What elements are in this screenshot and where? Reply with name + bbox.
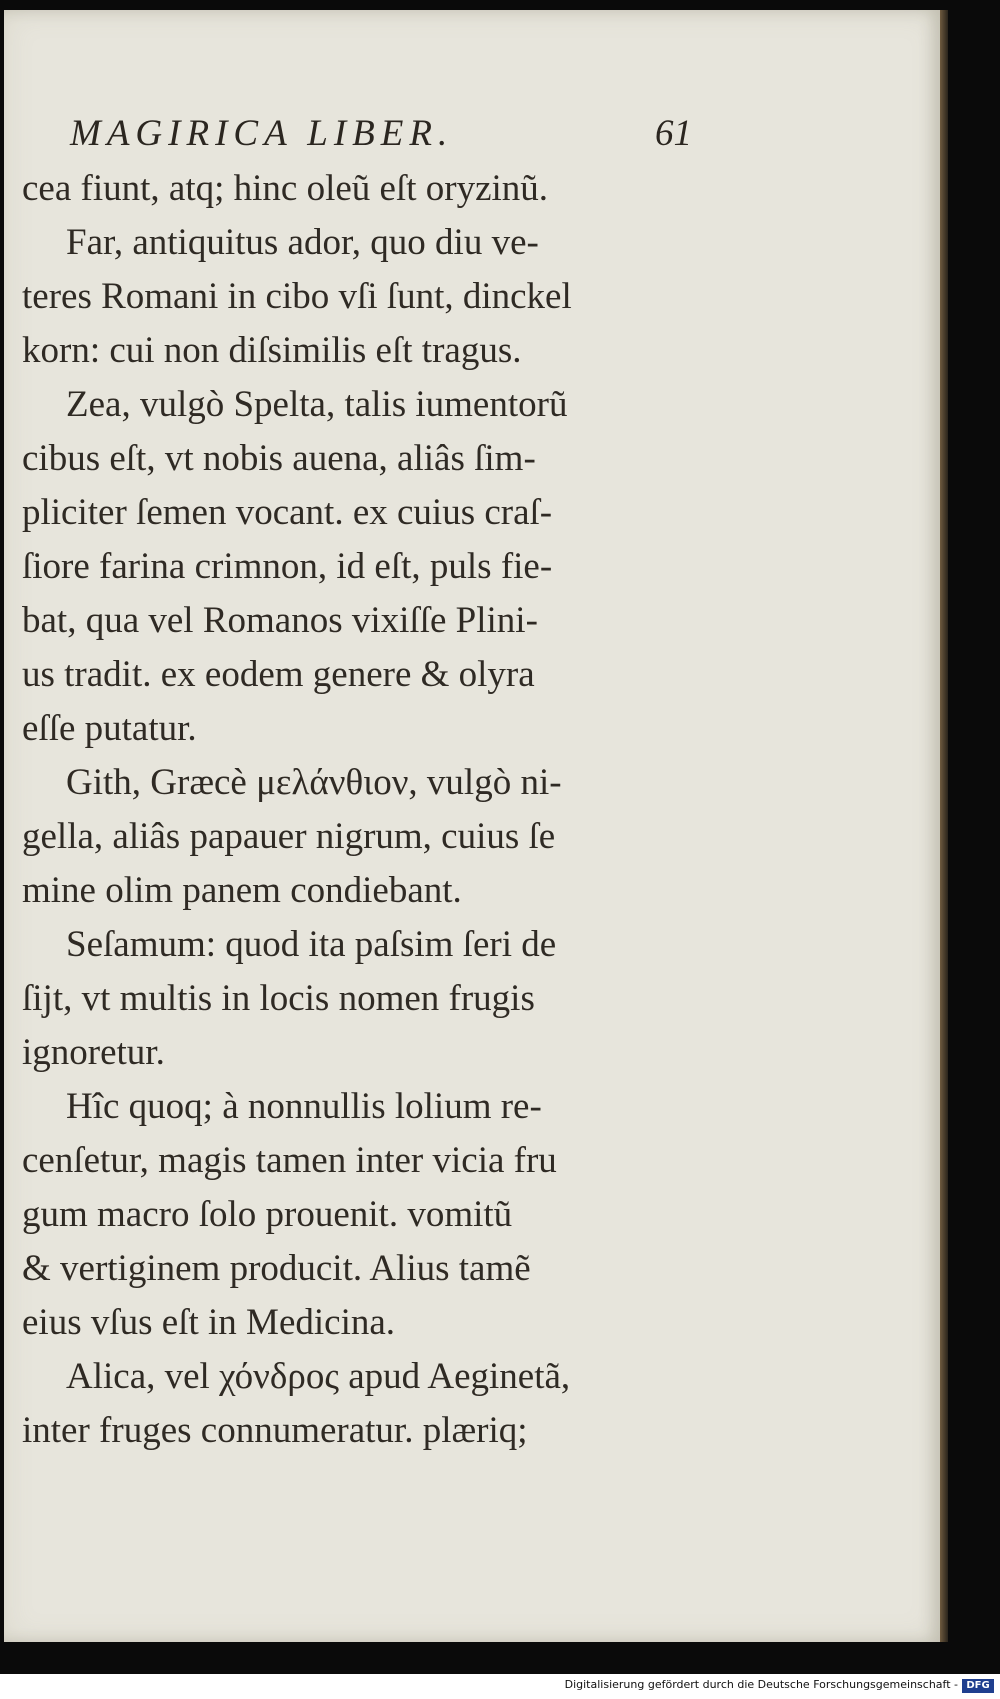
text-line: Seſamum: quod ita paſsim ſeri de xyxy=(66,924,557,965)
text-line: inter fruges connumeratur. plæriq; xyxy=(22,1410,528,1451)
text-line: eſſe putatur. xyxy=(22,708,197,749)
text-line: gella, aliâs papauer nigrum, cuius ſe xyxy=(22,816,556,857)
body-text xyxy=(22,162,712,1458)
text-line: teres Romani in cibo vſi ſunt, dinckel xyxy=(22,276,572,317)
text-line: korn: cui non diſsimilis eſt tragus. xyxy=(22,330,522,371)
digitization-credit: Digitalisierung gefördert durch die Deutsche Forschungsgemeinschaft - xyxy=(564,1678,958,1691)
text-line: Gith, Græcè μελάνθιον, vulgò ni- xyxy=(66,762,562,803)
text-line: ſiore farina crimnon, id eſt, puls fie- xyxy=(22,546,553,587)
text-line: pliciter ſemen vocant. ex cuius craſ- xyxy=(22,492,553,533)
page-edge xyxy=(940,10,948,1642)
text-line: ignoretur. xyxy=(22,1032,165,1073)
text-line: cibus eſt, vt nobis auena, aliâs ſim- xyxy=(22,438,536,479)
page-number: 61 xyxy=(655,113,692,154)
text-line: & vertiginem producit. Alius tamẽ xyxy=(22,1248,531,1289)
text-line: gum macro ſolo prouenit. vomitũ xyxy=(22,1194,513,1235)
text-line: Hîc quoq; à nonnullis lolium re- xyxy=(66,1086,542,1127)
running-title: MAGIRICA LIBER. xyxy=(70,113,454,154)
text-line: bat, qua vel Romanos vixiſſe Plini- xyxy=(22,600,538,641)
text-line: us tradit. ex eodem genere & olyra xyxy=(22,654,535,695)
text-line: eius vſus eſt in Medicina. xyxy=(22,1302,396,1343)
text-line: cenſetur, magis tamen inter vicia fru xyxy=(22,1140,557,1181)
text-line: Far, antiquitus ador, quo diu ve- xyxy=(66,222,539,263)
text-line: Zea, vulgò Spelta, talis iumentorũ xyxy=(66,384,568,425)
text-line: cea fiunt, atq; hinc oleũ eſt oryzinũ. xyxy=(22,168,549,209)
text-line: mine olim panem condiebant. xyxy=(22,870,462,911)
text-line: ſijt, vt multis in locis nomen frugis xyxy=(22,978,535,1019)
text-line: Alica, vel χόνδρος apud Aeginetã, xyxy=(66,1356,571,1397)
dfg-logo: DFG xyxy=(962,1679,994,1693)
